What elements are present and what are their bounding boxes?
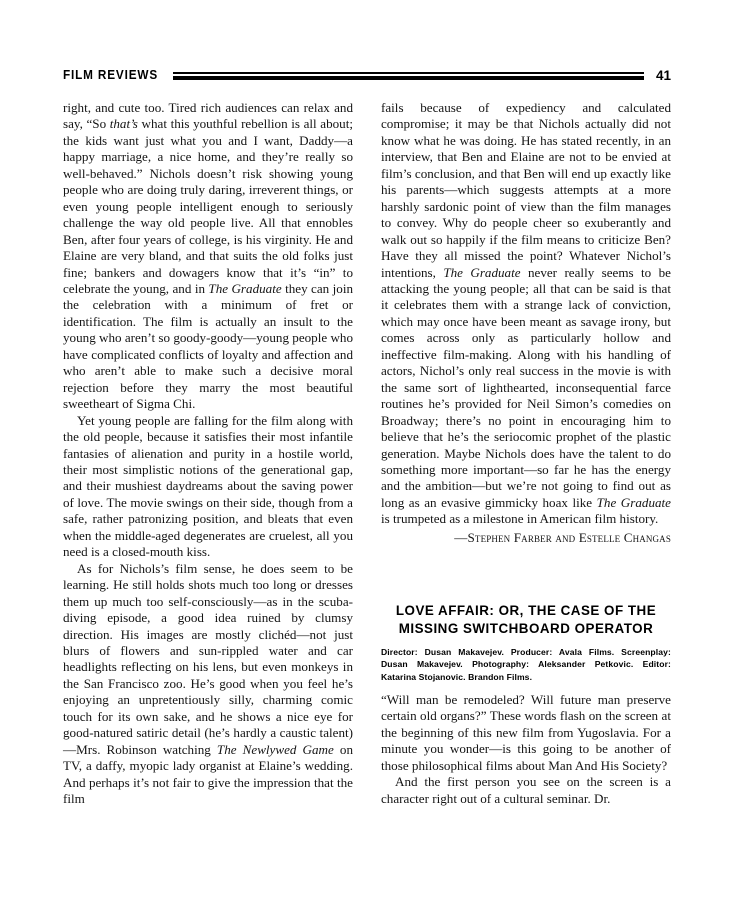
text-run: what this youthful rebellion is all about; the kids want just what you and I want, Daddy—a happy marriage, a nice home, and they’re really so well-behaved.” Nichols doesn’t risk showing young people who are doing truly daring, irreverent things, or even young people intelligent enough to seriously challenge the way old people live. All that ennobles Ben, after four years of college, is his virginity. He and Elaine are very bland, and that suits the old folks just fine; bankers and dowagers know that it’s “in” to celebrate the young, and in	[63, 116, 353, 296]
text-run: Yet young people are falling for the film along with the old people, because it satisfies their most infantile fantasies of alienation and purity in a hostile world, their most simplistic notions of the generational gap, and their mushiest daydreams about the saving power of love. The movie swings on their side, though from a safe, rather patronizing position, and bleats that even when the middle-aged degenerates are cruelest, all you need is a closed-mouth kiss.	[63, 412, 353, 560]
title-emphasis: that’s	[109, 116, 138, 132]
text-run: is trumpeted as a milestone in American film history.	[381, 511, 659, 527]
paragraph	[63, 413, 353, 561]
text-run: “Will man be remodeled? Will future man preserve certain old organs?” These words flash on the screen at the beginning of this new film from Yugoslavia. For a minute you wonder—is this going to be another of those philosophical films about Man And His Society?	[381, 692, 671, 773]
paragraph	[381, 100, 671, 528]
double-rule-divider-icon	[173, 72, 644, 81]
running-head	[63, 62, 671, 88]
paragraph	[63, 561, 353, 808]
left-column	[63, 100, 353, 807]
article-title	[381, 602, 671, 639]
title-emphasis: The Newlywed Game	[216, 741, 334, 757]
left-column-body	[63, 100, 353, 807]
text-run: on TV, a daffy, myopic lady organist at Elaine’s wedding. And perhaps it’s not fair to give the impression that the film	[63, 741, 354, 807]
text-run: never really seems to be attacking the young people; all that can be said is that it celebrates them with a strange lack of conviction, which may once have been meant as savage irony, but comes across only as particularly hollow and ineffective film-making. Along with his handling of actors, Nichol’s only real success in the movie is with the same sort of lighthearted, inconsequential farce routines he’s provided for Neil Simon’s comedies on Broadway; there’s no point in encouraging him to believe that he’s the seriocomic prophet of the plastic generation. Maybe Nichols does have the talent to do something more important—so far he has the energy and the ambition—but we’re not going to find out as long as an evasive gimmicky hoax like	[381, 264, 671, 510]
article-byline	[381, 529, 671, 546]
text-run: And the first person you see on the screen is a character right out of a cultural seminar. Dr.	[381, 774, 671, 806]
text-run: fails because of expediency and calculated compromise; it may be that Nichols actually did not know what he was doing. He has stated recently, in an interview, that Ben and Elaine are not to be envied at film’s conclusion, and that Ben will end up exactly like his parents—which suggests attempts at a more harshly sardonic point of view than the film manages to convey. Why do people cheer so exuberantly and walk out so happily if the film means to criticize Ben? Have they all missed the point? Whatever Nichol’s intentions,	[381, 100, 671, 280]
byline-dash: —	[454, 529, 468, 545]
paragraph	[381, 692, 671, 774]
title-emphasis: The Graduate	[443, 264, 521, 280]
text-run: they can join the celebration with a minimum of fret or identification. The film is actually an insult to the young who aren’t so goody-goody—young people who have complicated conflicts of loyalty and affection and who aren’t able to make such a decisive moral rejection before they marry the most beautiful sweetheart of Sigma Chi.	[63, 280, 354, 412]
running-head-title: FILM REVIEWS	[63, 68, 159, 82]
right-column	[381, 100, 671, 807]
next-article-body	[381, 692, 671, 807]
text-run: As for Nichols’s film sense, he does seem to be learning. He still holds shots much too long or dresses them up much too self-consciously—as in the scuba-diving episode, a good idea ruined by clumsy direction. His images are mostly clichéd—not just blurs of flowers and sun-rippled water and car headlights reflecting on his lens, but even monkeys in the San Francisco zoo. He’s good when you feel he’s enjoying an unpretentiously silly, charming comic touch for its own sake, and he shows a nice eye for good-natured satiric detail (he’s hardly a caustic talent)—Mrs. Robinson watching	[63, 560, 353, 757]
right-column-body	[381, 100, 671, 528]
page-number: 41	[655, 67, 671, 83]
next-article-heading	[381, 602, 671, 683]
paragraph	[381, 774, 671, 807]
text-run: right, and cute too. Tired rich audiences can relax and say, “So	[63, 100, 353, 132]
byline-authors: Stephen Farber and Estelle Changas	[467, 529, 671, 545]
title-emphasis: The Graduate	[596, 494, 671, 510]
title-emphasis: The Graduate	[208, 280, 282, 296]
article-title-line-1: LOVE AFFAIR: OR, THE CASE OF THE	[395, 602, 657, 618]
paragraph	[63, 100, 353, 413]
article-credits: Director: Dusan Makavejev. Producer: Avala Films. Screenplay: Dusan Makavejev. Photography: Aleksander Petkovic. Editor: Katarina Stojanovic. Brandon Films.	[381, 646, 671, 682]
article-title-line-2: MISSING SWITCHBOARD OPERATOR	[398, 621, 654, 637]
